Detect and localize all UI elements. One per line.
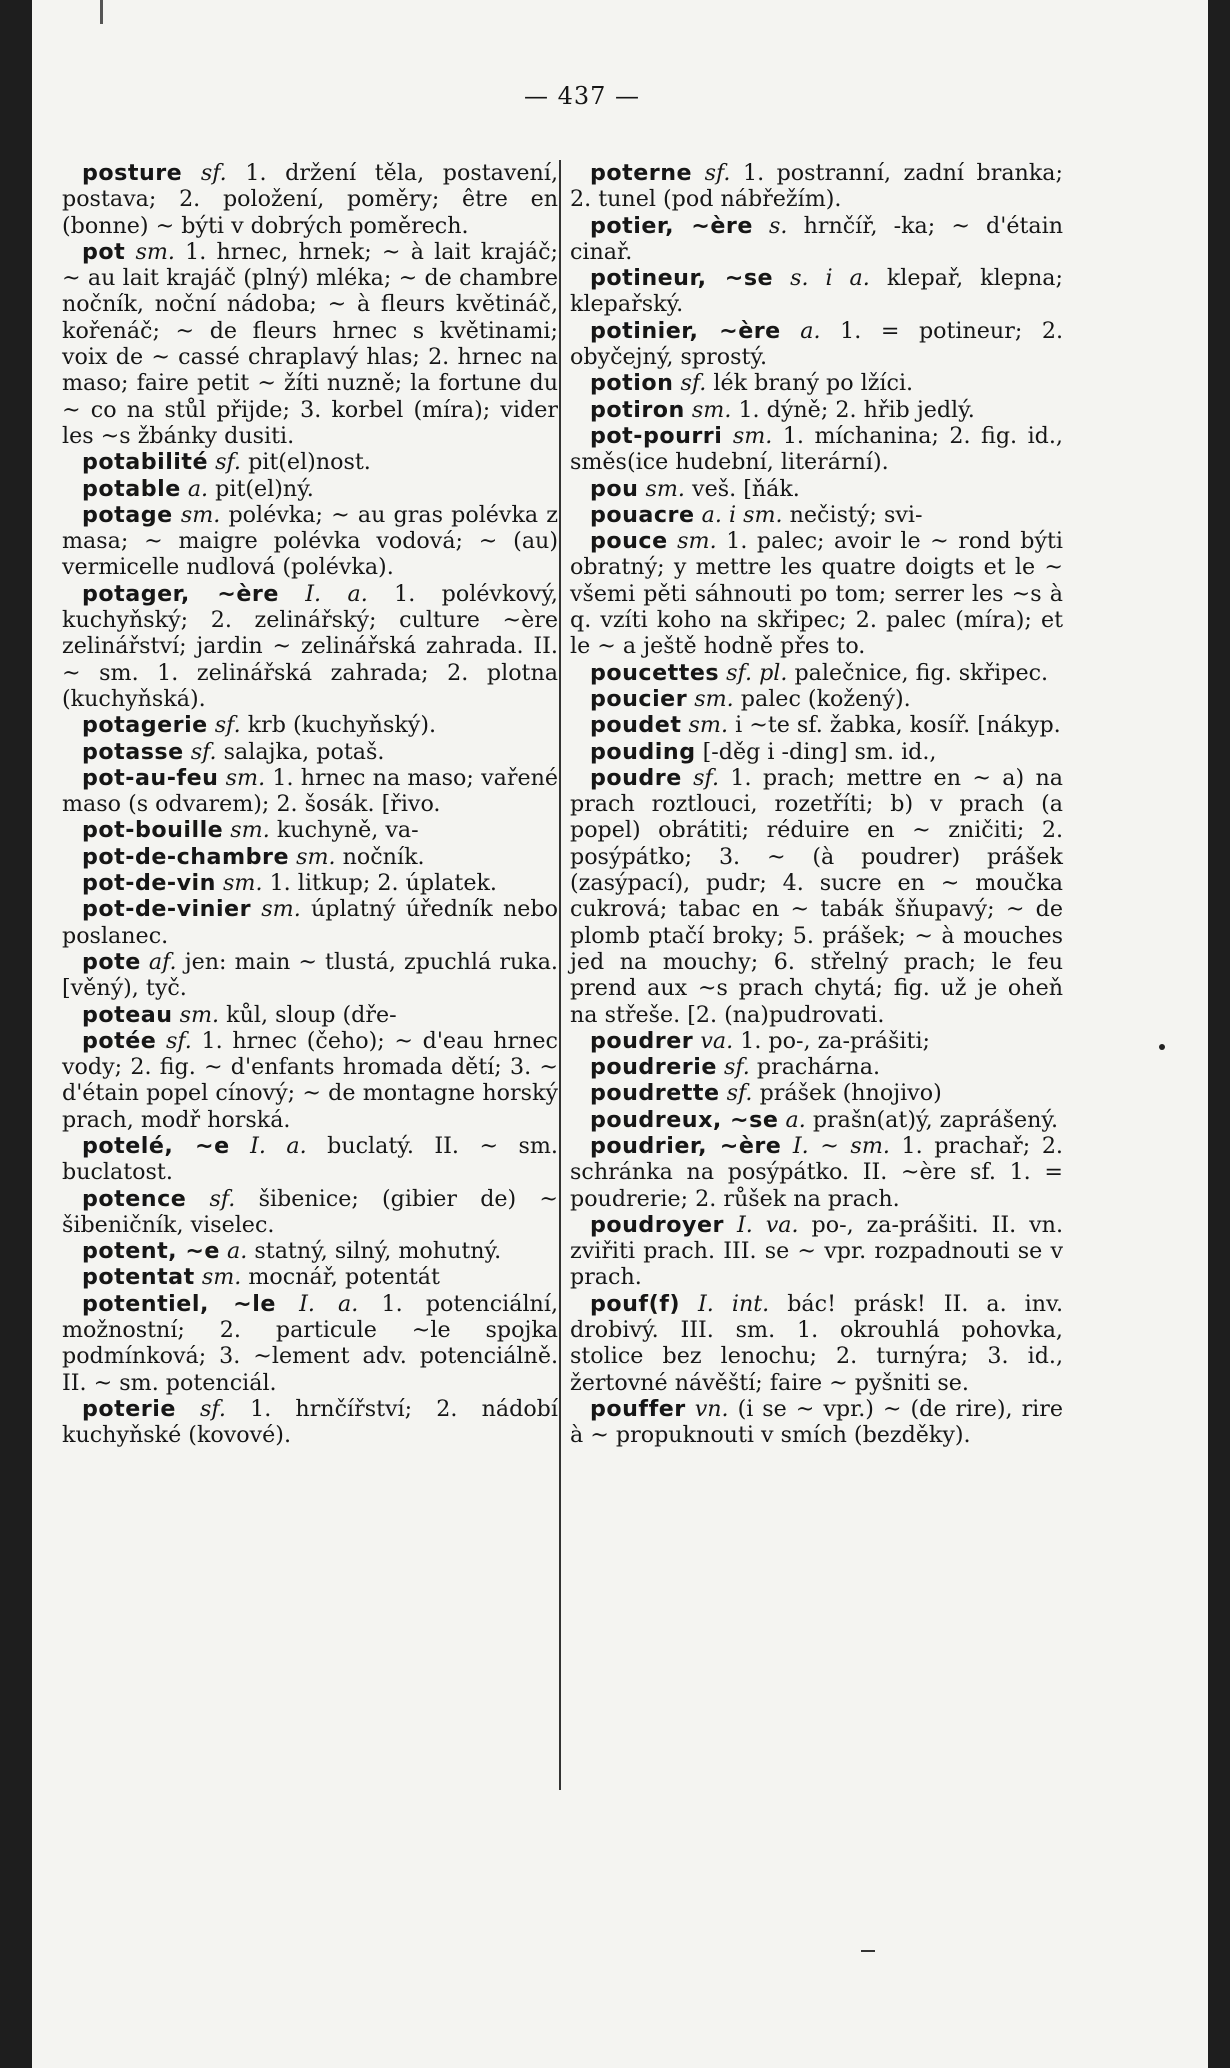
entry-definition: prachárna. [756,1054,881,1081]
entry-headword: poterie [82,1395,176,1422]
dictionary-entry [570,1291,1063,1396]
entry-definition: veš. [ňák. [692,475,800,502]
dictionary-entry [570,1054,1063,1080]
dictionary-entry [62,476,558,502]
entry-grammar: s. i a. [790,265,870,292]
entry-grammar: sm. [135,238,175,265]
entry-headword: poudrier, ~ère [590,1132,782,1159]
entry-headword: poterne [590,160,693,186]
entry-headword: pot-bouille [82,817,224,844]
dictionary-entry [570,1107,1063,1133]
dictionary-entry [570,397,1063,423]
dictionary-entry [62,160,558,239]
entry-definition: prašn(at)ý, zaprášený. [812,1106,1059,1133]
entry-headword: pot-au-feu [82,764,219,791]
stray-dot [1159,1044,1165,1050]
dictionary-entry [62,896,558,949]
entry-definition: mocnář, potentát [248,1264,440,1291]
entry-grammar: I. ~ sm. [792,1132,890,1159]
entry-headword: poudrerie [590,1054,717,1081]
entry-grammar: sm. [201,1264,242,1291]
entry-definition: polévka; ~ au gras polévka z masa; ~ maigre polévka vodová; ~ (au) vermicelle nudlová (polévka). [62,501,558,581]
entry-grammar: a. [227,1238,248,1265]
entry-definition: 1. = potineur; 2. obyčejný, sprostý. [570,317,1064,371]
entry-grammar: sm. [296,843,336,870]
entry-definition: 1. postranní, zadní branka; 2. tunel (pod nábřežím). [570,160,1063,213]
dictionary-entry [570,1080,1063,1106]
entry-headword: pou [590,475,639,502]
entry-definition: (i se ~ vpr.) ~ (de rire), rire à ~ propuknouti v smích (bezděky). [570,1395,1064,1449]
entry-headword: poudre [590,764,682,791]
dictionary-entry [570,1133,1063,1212]
entry-grammar: a. i sm. [701,501,783,528]
entry-headword: potagerie [82,712,208,739]
dictionary-entry [62,817,558,843]
entry-definition: po-, za-prášiti. II. vn. zviřiti prach. III. se ~ vpr. rozpadnouti se v prach. [570,1211,1064,1291]
entry-definition: 1. prachař; 2. schránka na posýpátko. II. ~ère sf. 1. = poudrerie; 2. růšek na prach. [570,1132,1063,1212]
entry-definition: palec (kožený). [740,685,911,712]
dictionary-entry [570,160,1063,213]
entry-definition: 1. po-, za-prášiti; [740,1027,931,1054]
entry-grammar: a. [785,1106,806,1133]
dictionary-entry [570,660,1063,686]
entry-definition: klepař, klepna; klepařský. [570,265,1063,318]
entry-headword: potabilité [82,449,209,476]
entry-grammar: sf. [209,1185,236,1212]
entry-headword: pouding [590,738,696,765]
entry-grammar: va. [700,1027,734,1054]
entry-grammar: sm. [225,764,266,791]
entry-definition: krb (kuchyňský). [247,712,437,739]
entry-grammar: vn. [694,1395,729,1422]
entry-headword: potable [82,475,181,502]
entry-headword: poudrette [590,1080,720,1107]
entry-grammar: sm. [223,870,263,897]
entry-headword: poudet [590,712,682,739]
entry-definition: hrnčíř, -ka; ~ d'étain cinař. [570,212,1063,265]
entry-grammar: sf. [723,1054,750,1081]
dictionary-entry [62,1002,558,1028]
entry-headword: pote [82,948,141,975]
entry-headword: potence [82,1185,187,1212]
entry-definition: šibenice; (gibier de) ~ šibeničník, viselec. [62,1185,558,1238]
entry-headword: potier, ~ère [590,212,753,239]
entry-headword: pot-de-vinier [82,896,252,923]
entry-definition: i ~te sf. žabka, kosíř. [nákyp. [735,712,1061,739]
dictionary-entry [570,213,1063,266]
dictionary-entry [62,949,558,1002]
edge-mark [100,0,103,24]
entry-grammar: a. [800,317,821,344]
dictionary-entry [570,1028,1063,1054]
stray-dash [861,1950,875,1952]
dictionary-entry [570,265,1063,318]
entry-definition: 1. hrnec, hrnek; ~ à lait krajáč; ~ au lait krajáč (plný) mléka; ~ de chambre nočník, noční nádoba; ~ à fleurs květináč, kořenáč; ~ de fleurs hrnec s květinami; voix de ~ cassé chraplavý hlas; 2. hrnec na maso; faire petit ~ žíti nuzně; la fortune du ~ co na stůl přijde; 3. korbel (míra); vider les ~s žbánky dusiti. [62,238,558,449]
entry-headword: poudreux, ~se [590,1106,779,1133]
entry-definition: 1. polévkový, kuchyňský; 2. zelinářský; culture ~ère zelinářství; jardin ~ zelinářská zahrada. II. ~ sm. 1. zelinářská zahrada; 2. plotna (kuchyňská). [62,580,558,712]
entry-grammar: I. a. [250,1132,307,1159]
entry-definition: bác! prásk! II. a. inv. drobivý. III. sm. 1. okrouhlá pohovka, stolice bez lenochu; 2. turnýra; 3. id., žertovné návěští; faire ~ pyšniti se. [570,1290,1063,1396]
entry-grammar: sm. [230,817,270,844]
entry-definition: 1. litkup; 2. úplatek. [269,870,497,897]
dictionary-entry [62,765,558,818]
dictionary-entry [570,712,1063,738]
entry-definition: prášek (hnojivo) [759,1080,942,1107]
entry-headword: pouacre [590,501,695,528]
dictionary-entry [570,528,1063,659]
entry-grammar: sm. [179,1001,220,1028]
entry-definition: pit(el)nost. [248,449,371,476]
entry-headword: potentat [82,1264,195,1291]
entry-headword: potiron [590,396,685,423]
entry-headword: poudroyer [590,1211,724,1238]
entry-definition: 1. hrnec (čeho); ~ d'eau hrnec vody; 2. fig. ~ d'enfants hromada dětí; 3. ~ d'étain popel cínový; ~ de montagne horský prach, modř horská. [62,1027,558,1133]
entry-grammar: sf. [214,712,241,739]
dictionary-entry [570,739,1063,765]
entry-definition: jen: main ~ tlustá, zpuchlá ruka. [věný), tyč. [62,948,558,1002]
dictionary-entry [62,1133,558,1186]
dictionary-entry [570,502,1063,528]
entry-headword: pouce [590,528,668,555]
entry-headword: potage [82,501,173,528]
dictionary-entry [570,318,1063,371]
entry-headword: potager, ~ère [82,580,279,607]
entry-headword: potentiel, ~le [82,1290,276,1317]
entry-grammar: sf. [726,1080,753,1107]
entry-headword: pot-de-vin [82,870,216,897]
entry-definition: buclatý. II. ~ sm. buclatost. [62,1132,558,1186]
dictionary-entry [570,765,1063,1028]
dictionary-entry [62,1028,558,1133]
entry-headword: posture [82,160,183,186]
dictionary-entry [62,712,558,738]
entry-definition: pit(el)ný. [215,475,314,502]
entry-grammar: sm. [677,528,717,555]
entry-headword: poucier [590,685,688,712]
dictionary-entry [62,844,558,870]
entry-grammar: a. [187,475,209,502]
entry-definition: 1. dýně; 2. hřib jedlý. [738,396,975,423]
entry-definition: 1. potenciální, možnostní; 2. particule ~le spojka podmínková; 3. ~lement adv. potenciálně. II. ~ sm. potenciál. [62,1290,558,1396]
entry-grammar: sm. [688,712,729,739]
entry-grammar: sm. [645,475,685,502]
entry-grammar: sm. [694,685,734,712]
dictionary-entry [62,239,558,449]
entry-definition: salajka, potaš. [223,738,385,765]
entry-headword: pot-pourri [590,422,723,449]
entry-grammar: sm. [732,422,773,449]
entry-headword: potelé, ~e [82,1132,230,1159]
entry-definition: nečistý; svi- [789,501,923,528]
entry-headword: pot-de-chambre [82,843,289,870]
right-column [559,160,1063,1790]
entry-grammar: af. [148,948,177,975]
entry-grammar: sf. [200,160,227,186]
entry-grammar: I. va. [736,1211,799,1238]
entry-grammar: I. int. [698,1290,770,1317]
entry-headword: pouf(f) [590,1290,681,1317]
entry-definition: [-děg i -ding] sm. id., [702,738,937,765]
dictionary-entry [62,870,558,896]
dictionary-entry [62,1238,558,1264]
dictionary-entry [570,686,1063,712]
entry-grammar: sm. [261,896,301,923]
entry-grammar: sf. [693,764,720,791]
entry-definition: 1. prach; mettre en ~ a) na prach roztlouci, rozetříti; b) v prach (a popel) obrátiti; réduire en ~ zničiti; 2. posýpátko; 3. ~ (à poudrer) prášek (zasýpací), pudr; 4. sucre en ~ moučka cukrová; tabac en ~ tabák šňupavý; ~ de plomb ptačí broky; 5. prášek; ~ à mouches jed na mouchy; 6. střelný prach; le feu prend aux ~s prach chytá; fig. už je oheň na střeše. [2. (na)pudrovati. [570,764,1064,1028]
dictionary-entry [62,1186,558,1239]
dictionary-entry [62,449,558,475]
dictionary-entry [570,1396,1063,1449]
dictionary-entry [62,1264,558,1290]
entry-headword: potineur, ~se [590,265,774,292]
entry-grammar: sf. [200,1395,226,1422]
entry-definition: 1. palec; avoir le ~ rond býti obratný; y mettre les quatre doigts et le ~ všemi pěti sáhnouti po tom; serrer les ~s à q. vzíti koho na skřipec; 2. palec (míra); et le ~ a ještě hodně přes to. [570,528,1063,660]
entry-grammar: sf. [680,370,707,397]
dictionary-entry [62,1396,558,1449]
entry-definition: kůl, sloup (dře- [226,1001,397,1028]
dictionary-entry [570,1212,1063,1291]
entry-headword: poucettes [590,659,720,686]
entry-definition: lék braný po lžíci. [713,370,914,397]
dictionary-entry [570,423,1063,476]
dictionary-page [32,0,1208,2068]
entry-definition: statný, silný, mohutný. [254,1238,502,1265]
entry-grammar: sf. [704,160,731,186]
entry-headword: poteau [82,1001,173,1028]
entry-definition: palečnice, fig. skřipec. [794,659,1049,686]
entry-grammar: sm. [691,396,732,423]
dictionary-entry [62,1291,558,1396]
page-number: — 437 — [523,82,641,110]
entry-definition: 1. hrnec na maso; vařené maso (s odvarem); 2. šosák. [řivo. [62,764,559,818]
entry-headword: poudrer [590,1027,694,1054]
dictionary-entry [62,502,558,581]
entry-headword: pouffer [590,1395,686,1422]
entry-headword: potinier, ~ère [590,317,781,344]
entry-headword: potasse [82,738,184,765]
entry-definition: 1. držení těla, postavení, postava; 2. položení, poměry; être en (bonne) ~ býti v dobrých poměrech. [62,160,558,239]
entry-grammar: sf. [190,738,217,765]
entry-definition: 1. míchanina; 2. fig. id., směs(ice hudební, literární). [570,422,1063,476]
entry-headword: potion [590,370,674,397]
entry-headword: potent, ~e [82,1238,220,1265]
entry-grammar: s. [769,212,788,239]
entry-grammar: I. a. [299,1290,359,1317]
dictionary-entry [62,581,558,712]
entry-grammar: sf. [215,449,241,476]
entry-definition: kuchyně, va- [276,817,419,844]
entry-headword: potée [82,1027,157,1054]
entry-definition: úplatný úředník nebo poslanec. [62,896,558,949]
entry-headword: pot [82,238,126,265]
entry-grammar: sm. [180,501,221,528]
dictionary-entry [570,370,1063,396]
entry-definition: 1. hrnčířství; 2. nádobí kuchyňské (kovové). [62,1395,558,1449]
entry-grammar: sf. pl. [726,659,788,686]
entry-definition: nočník. [342,843,425,870]
left-column [62,160,558,1449]
entry-grammar: I. a. [305,580,368,607]
dictionary-entry [62,739,558,765]
entry-grammar: sf. [165,1027,192,1054]
dictionary-entry [570,476,1063,502]
